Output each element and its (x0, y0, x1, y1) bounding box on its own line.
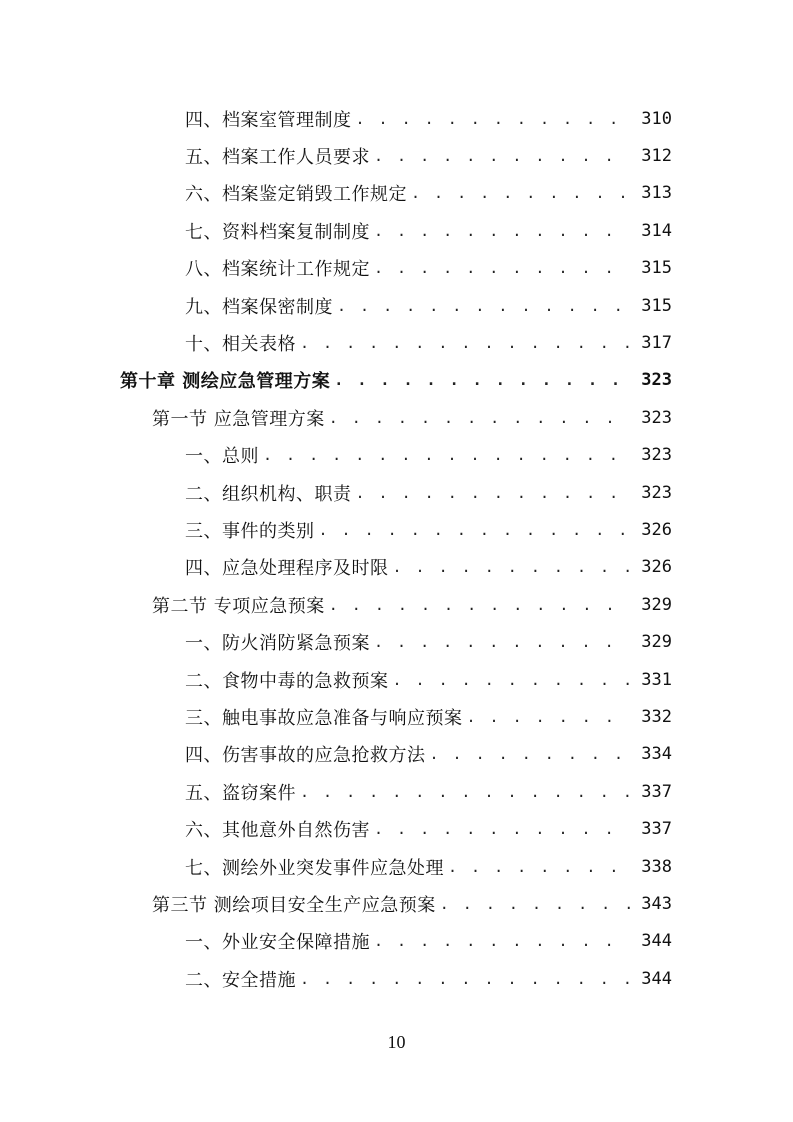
toc-entry-title: 五、档案工作人员要求 (185, 147, 370, 169)
toc-chapter-entry[interactable] (0, 362, 793, 399)
toc-entry-page-number: 332 (641, 706, 672, 727)
toc-item-entry[interactable] (0, 661, 793, 698)
toc-entry-title: 一、总则 (185, 446, 259, 468)
toc-item-entry[interactable] (0, 137, 793, 174)
toc-item-entry[interactable] (0, 175, 793, 212)
toc-item-entry[interactable] (0, 773, 793, 810)
toc-entry-page-number: 323 (641, 407, 672, 428)
toc-entry-title: 五、盗窃案件 (185, 782, 296, 804)
toc-entry-page-number: 337 (641, 819, 672, 840)
dot-leader (374, 222, 630, 240)
toc-entry-page-number: 314 (641, 220, 672, 241)
toc-section-entry[interactable] (0, 885, 793, 922)
toc-entry-title: 第十章 测绘应急管理方案 (120, 371, 331, 393)
dot-leader (334, 371, 630, 389)
toc-entry-title: 一、外业安全保障措施 (185, 932, 370, 954)
toc-item-entry[interactable] (0, 511, 793, 548)
toc-entry-page-number: 343 (641, 893, 672, 914)
toc-item-entry[interactable] (0, 960, 793, 997)
toc-entry-page-number: 338 (641, 856, 672, 877)
toc-entry-page-number: 334 (641, 744, 672, 765)
dot-leader (467, 708, 631, 726)
toc-entry-title: 六、其他意外自然伤害 (185, 820, 370, 842)
toc-entry-page-number: 323 (641, 370, 672, 391)
toc-entry-title: 第二节 专项应急预案 (152, 595, 325, 617)
toc-entry-page-number: 329 (641, 632, 672, 653)
toc-entry-page-number: 315 (641, 295, 672, 316)
toc-item-entry[interactable] (0, 287, 793, 324)
dot-leader (374, 147, 630, 165)
dot-leader (448, 858, 630, 876)
toc-item-entry[interactable] (0, 698, 793, 735)
toc-item-entry[interactable] (0, 623, 793, 660)
dot-leader (337, 297, 630, 315)
dot-leader (393, 558, 631, 576)
dot-leader (374, 633, 630, 651)
toc-entry-page-number: 312 (641, 146, 672, 167)
toc-entry-page-number: 317 (641, 333, 672, 354)
dot-leader (374, 259, 630, 277)
toc-entry-page-number: 331 (641, 669, 672, 690)
toc-item-entry[interactable] (0, 474, 793, 511)
toc-item-entry[interactable] (0, 549, 793, 586)
toc-item-entry[interactable] (0, 437, 793, 474)
toc-item-entry[interactable] (0, 100, 793, 137)
dot-leader (263, 446, 630, 464)
page-number: 10 (387, 1032, 406, 1052)
dot-leader (300, 783, 630, 801)
toc-entry-title: 九、档案保密制度 (185, 296, 333, 318)
dot-leader (300, 970, 630, 988)
toc-section-entry[interactable] (0, 399, 793, 436)
dot-leader (329, 596, 630, 614)
toc-entry-page-number: 323 (641, 482, 672, 503)
table-of-contents (0, 100, 793, 997)
toc-entry-page-number: 329 (641, 594, 672, 615)
toc-entry-page-number: 326 (641, 557, 672, 578)
toc-item-entry[interactable] (0, 324, 793, 361)
toc-item-entry[interactable] (0, 810, 793, 847)
toc-entry-page-number: 344 (641, 931, 672, 952)
toc-entry-page-number: 326 (641, 519, 672, 540)
toc-entry-title: 第三节 测绘项目安全生产应急预案 (152, 894, 436, 916)
toc-entry-title: 七、资料档案复制制度 (185, 221, 370, 243)
toc-entry-title: 六、档案鉴定销毁工作规定 (185, 184, 407, 206)
dot-leader (440, 895, 630, 913)
dot-leader (430, 745, 631, 763)
toc-entry-title: 七、测绘外业突发事件应急处理 (185, 857, 444, 879)
toc-entry-title: 八、档案统计工作规定 (185, 259, 370, 281)
toc-entry-title: 三、事件的类别 (185, 520, 315, 542)
toc-entry-title: 一、防火消防紧急预案 (185, 633, 370, 655)
toc-item-entry[interactable] (0, 212, 793, 249)
dot-leader (374, 820, 630, 838)
toc-entry-page-number: 344 (641, 968, 672, 989)
toc-entry-page-number: 315 (641, 258, 672, 279)
toc-entry-title: 十、相关表格 (185, 334, 296, 356)
toc-entry-title: 四、伤害事故的应急抢救方法 (185, 745, 426, 767)
dot-leader (393, 671, 631, 689)
toc-entry-page-number: 323 (641, 445, 672, 466)
toc-entry-title: 二、组织机构、职责 (185, 483, 352, 505)
toc-entry-title: 三、触电事故应急准备与响应预案 (185, 707, 463, 729)
toc-item-entry[interactable] (0, 923, 793, 960)
dot-leader (356, 484, 631, 502)
toc-entry-page-number: 310 (641, 108, 672, 129)
toc-section-entry[interactable] (0, 586, 793, 623)
toc-item-entry[interactable] (0, 250, 793, 287)
toc-entry-title: 四、应急处理程序及时限 (185, 558, 389, 580)
toc-entry-title: 二、安全措施 (185, 969, 296, 991)
toc-item-entry[interactable] (0, 848, 793, 885)
dot-leader (329, 409, 630, 427)
toc-entry-title: 二、食物中毒的急救预案 (185, 670, 389, 692)
dot-leader (411, 184, 630, 202)
dot-leader (300, 334, 630, 352)
toc-item-entry[interactable] (0, 736, 793, 773)
toc-entry-title: 第一节 应急管理方案 (152, 408, 325, 430)
toc-entry-page-number: 337 (641, 781, 672, 802)
toc-entry-title: 四、档案室管理制度 (185, 109, 352, 131)
dot-leader (319, 521, 631, 539)
toc-entry-page-number: 313 (641, 183, 672, 204)
dot-leader (356, 110, 631, 128)
dot-leader (374, 932, 630, 950)
